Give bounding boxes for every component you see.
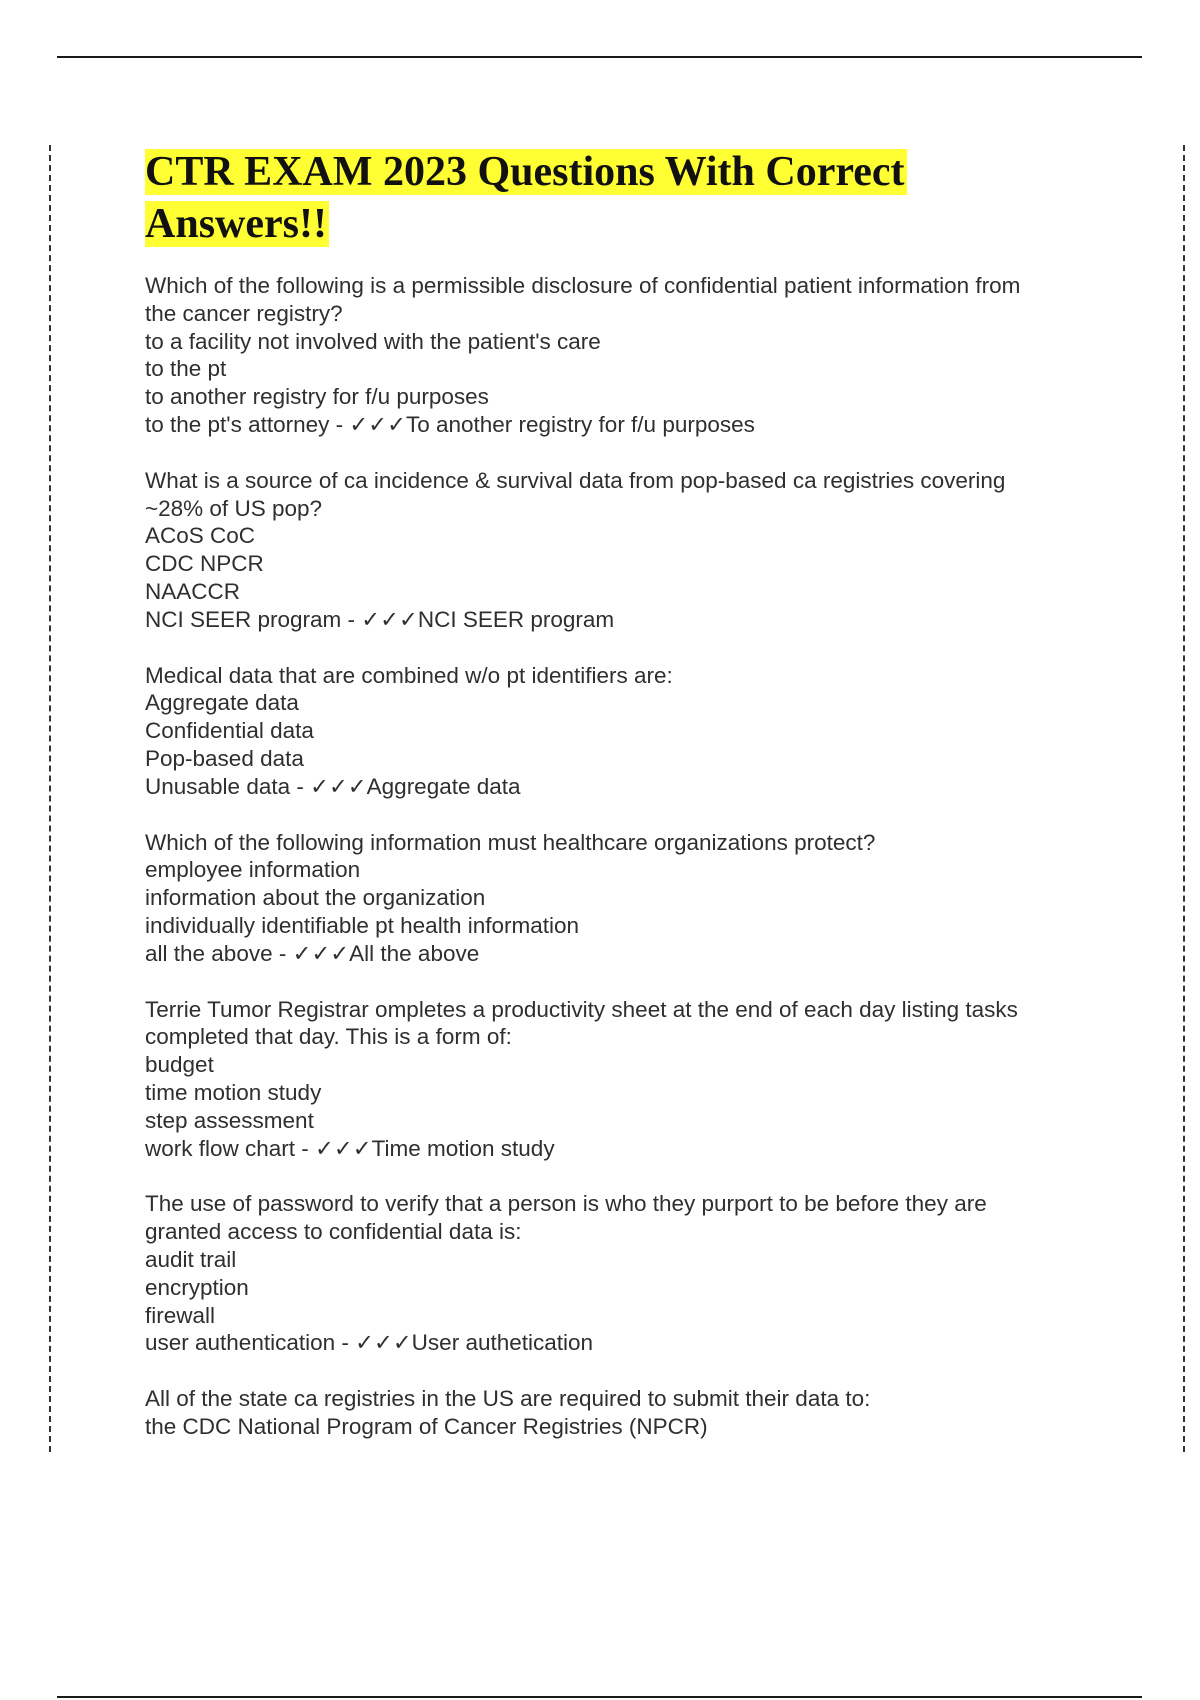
answer-option: Pop-based data — [145, 745, 304, 771]
bottom-rule — [57, 1696, 1142, 1698]
document-title — [145, 146, 1095, 250]
question-block-5 — [145, 996, 1095, 1163]
answer-option: time motion study — [145, 1079, 322, 1105]
answer-option-with-correct-answer: NCI SEER program - ✓✓✓NCI SEER program — [145, 606, 615, 632]
question-text: The use of password to verify that a person is who they purport to be before they are — [145, 1191, 987, 1217]
answer-option-with-correct-answer: user authentication - ✓✓✓User authetication — [145, 1330, 594, 1356]
question-block-2 — [145, 467, 1095, 634]
answer-option-with-correct-answer: work flow chart - ✓✓✓Time motion study — [145, 1135, 555, 1161]
answer-option-with-correct-answer: Unusable data - ✓✓✓Aggregate data — [145, 773, 521, 799]
answer-option: Confidential data — [145, 718, 314, 744]
question-block-1 — [145, 272, 1095, 439]
answer-option-with-correct-answer: to the pt's attorney - ✓✓✓To another registry for f/u purposes — [145, 411, 755, 437]
question-text: the cancer registry? — [145, 300, 343, 326]
answer-option: to a facility not involved with the patient's care — [145, 328, 601, 354]
answer-option-with-correct-answer: all the above - ✓✓✓All the above — [145, 940, 480, 966]
top-rule — [57, 56, 1142, 58]
question-text: What is a source of ca incidence & survival data from pop-based ca registries covering — [145, 467, 1006, 493]
question-block-6 — [145, 1190, 1095, 1357]
answer-option: the CDC National Program of Cancer Registries (NPCR) — [145, 1413, 708, 1439]
title-line-1: CTR EXAM 2023 Questions With Correct — [145, 149, 905, 195]
question-block-3 — [145, 662, 1095, 801]
question-text: Terrie Tumor Registrar ompletes a productivity sheet at the end of each day listing tasks — [145, 996, 1018, 1022]
answer-option: CDC NPCR — [145, 551, 264, 577]
left-dashed-border — [49, 145, 51, 1452]
question-text: Which of the following is a permissible disclosure of confidential patient information from — [145, 273, 1021, 298]
right-dashed-border — [1183, 145, 1185, 1452]
question-text: completed that day. This is a form of: — [145, 1024, 512, 1050]
title-line-2: Answers!! — [145, 201, 327, 247]
question-block-7 — [145, 1385, 1095, 1441]
question-text: ~28% of US pop? — [145, 495, 323, 521]
answer-option: to another registry for f/u purposes — [145, 384, 489, 410]
answer-option: to the pt — [145, 356, 227, 382]
answer-option: NAACCR — [145, 578, 241, 604]
answer-option: individually identifiable pt health information — [145, 912, 580, 938]
question-text: Medical data that are combined w/o pt identifiers are: — [145, 662, 673, 688]
document-body — [145, 146, 1095, 1469]
question-text: granted access to confidential data is: — [145, 1219, 522, 1245]
answer-option: ACoS CoC — [145, 523, 256, 549]
answer-option: information about the organization — [145, 885, 486, 911]
answer-option: firewall — [145, 1302, 216, 1328]
answer-option: audit trail — [145, 1246, 237, 1272]
answer-option: Aggregate data — [145, 690, 299, 716]
question-text: Which of the following information must healthcare organizations protect? — [145, 829, 876, 855]
question-block-4 — [145, 829, 1095, 968]
answer-option: step assessment — [145, 1107, 314, 1133]
answer-option: budget — [145, 1052, 214, 1078]
answer-option: encryption — [145, 1274, 249, 1300]
answer-option: employee information — [145, 857, 361, 883]
question-text: All of the state ca registries in the US are required to submit their data to: — [145, 1386, 871, 1412]
